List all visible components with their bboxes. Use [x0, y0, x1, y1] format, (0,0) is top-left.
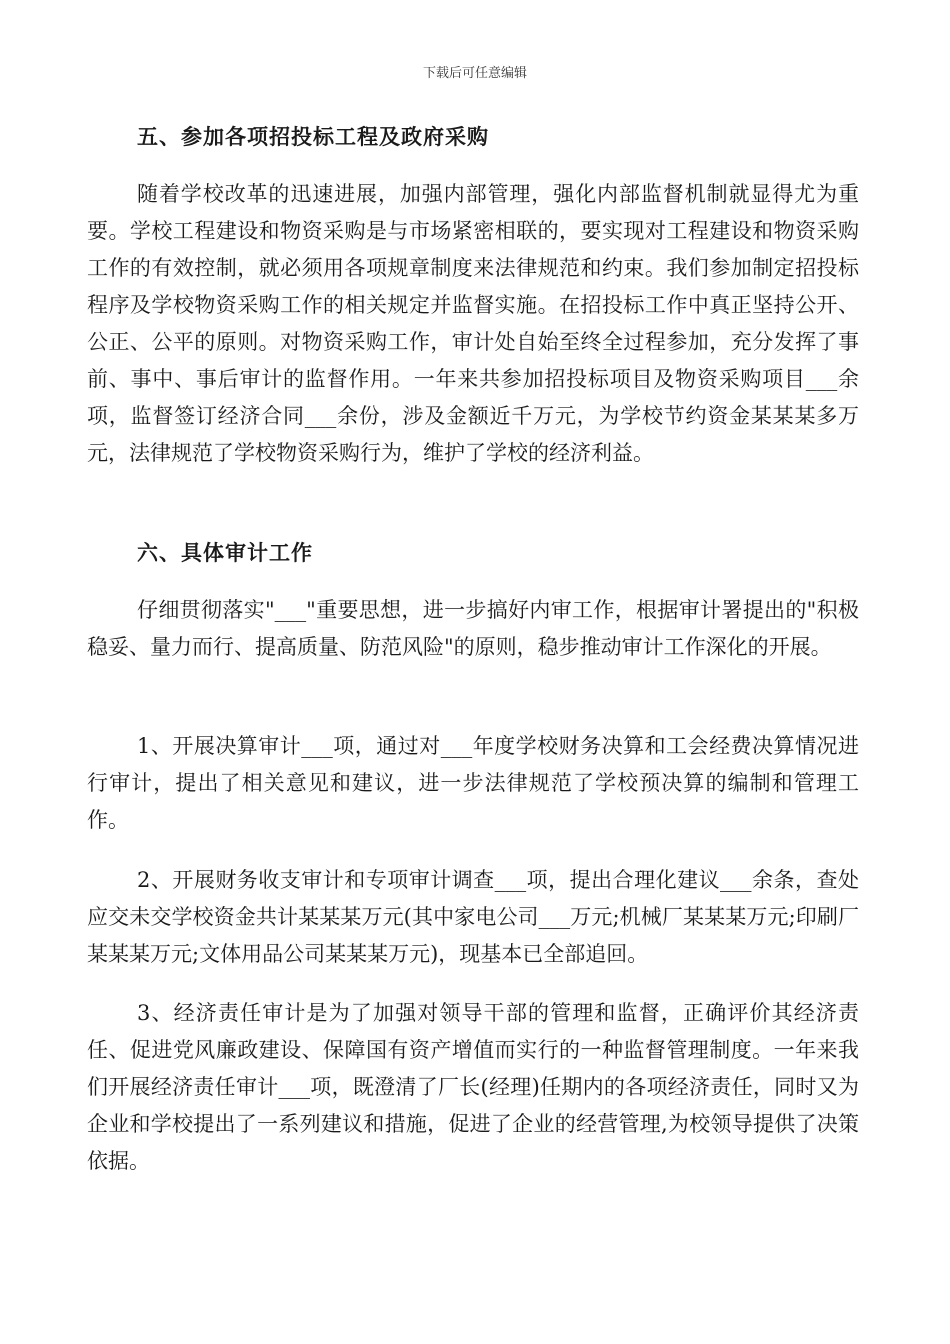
- paragraph-economic-responsibility-audit: [87, 995, 859, 1180]
- paragraph-procurement: [87, 176, 859, 472]
- paragraph-text: 1、开展决算审计___项，通过对___年度学校财务决算和工会经费决算情况进行审计，提出了相关意见和建议，进一步法律规范了学校预决算的编制和管理工作。: [87, 734, 859, 832]
- section-heading-procurement: 五、参加各项招投标工程及政府采购: [137, 124, 489, 149]
- paragraph-financial-audit: [87, 862, 859, 973]
- section-heading-audit-work: 六、具体审计工作: [137, 540, 313, 565]
- paragraph-text: 3、经济责任审计是为了加强对领导干部的管理和监督，正确评价其经济责任、促进党风廉政建设、保障国有资产增值而实行的一种监督管理制度。一年来我们开展经济责任审计___项，既澄清了厂长(经理)任期内的各项经济责任，同时又为企业和学校提出了一系列建议和措施，促进了企业的经营管理,为校领导提供了决策依据。: [87, 1001, 859, 1173]
- paragraph-audit-intro: [87, 592, 859, 666]
- paragraph-text: 2、开展财务收支审计和专项审计调查___项，提出合理化建议___余条，查处应交未交学校资金共计某某某万元(其中家电公司___万元;机械厂某某某万元;印刷厂某某某万元;文体用品公司某某某万元)，现基本已全部追回。: [87, 868, 859, 966]
- paragraph-text: 仔细贯彻落实"___"重要思想，进一步搞好内审工作，根据审计署提出的"积极稳妥、量力而行、提高质量、防范风险"的原则，稳步推动审计工作深化的开展。: [87, 598, 859, 659]
- paragraph-final-accounts-audit: [87, 728, 859, 839]
- page-header-note: 下载后可任意编辑: [422, 66, 527, 81]
- paragraph-text: 随着学校改革的迅速进展，加强内部管理，强化内部监督机制就显得尤为重要。学校工程建设和物资采购是与市场紧密相联的，要实现对工程建设和物资采购工作的有效控制，就必须用各项规章制度来法律规范和约束。我们参加制定招投标程序及学校物资采购工作的相关规定并监督实施。在招投标工作中真正坚持公开、公正、公平的原则。对物资采购工作，审计处自始至终全过程参加，充分发挥了事前、事中、事后审计的监督作用。一年来共参加招投标项目及物资采购项目___余项，监督签订经济合同___余份，涉及金额近千万元，为学校节约资金某某某多万元，法律规范了学校物资采购行为，维护了学校的经济利益。: [87, 182, 859, 465]
